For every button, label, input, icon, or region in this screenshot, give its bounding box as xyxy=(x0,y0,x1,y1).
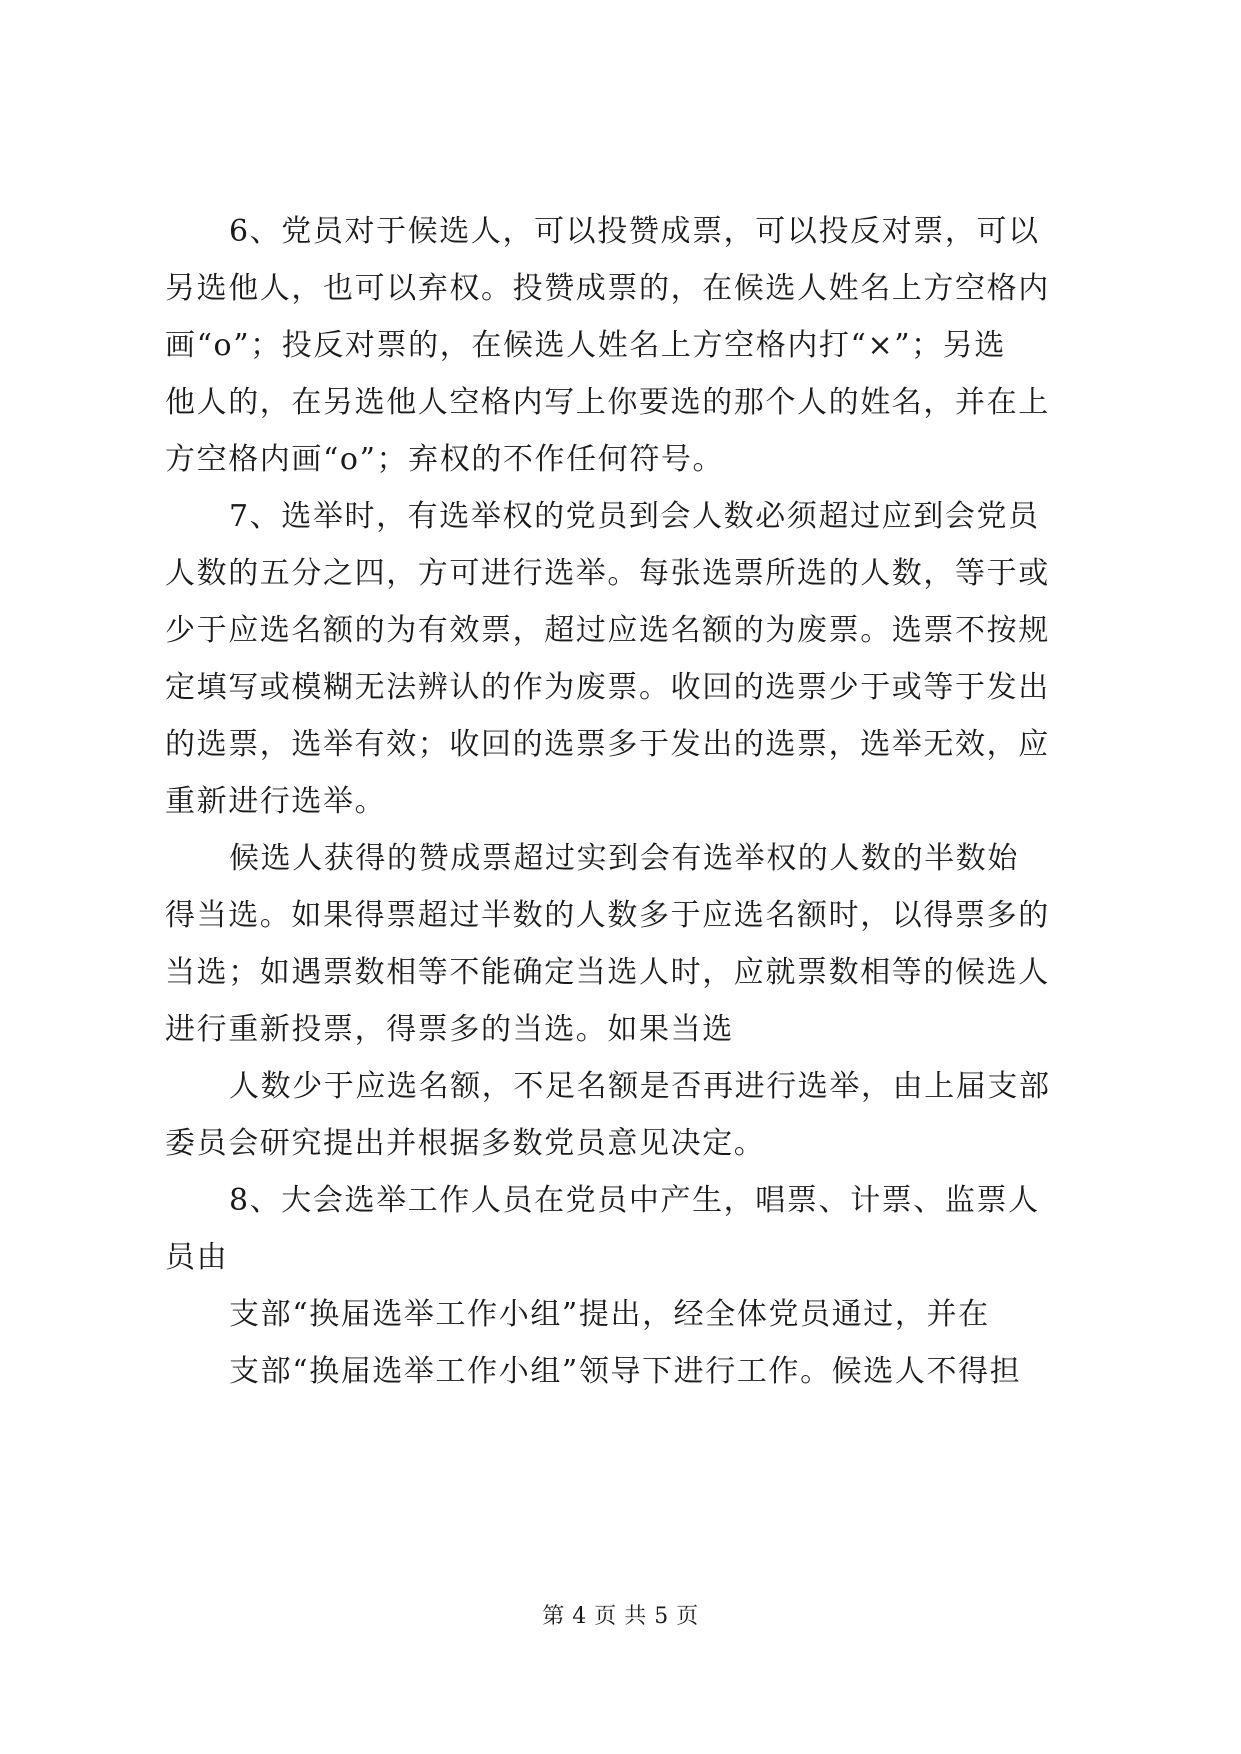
paragraph-6-line-3: 画“o”；投反对票的，在候选人姓名上方空格内打“×”；另选 xyxy=(165,328,1006,363)
paragraph-7-line-4: 定填写或模糊无法辨认的作为废票。收回的选票少于或等于发出 xyxy=(165,670,1050,705)
paragraph-candidate-line-3: 当选；如遇票数相等不能确定当选人时，应就票数相等的候选人 xyxy=(165,955,1050,990)
paragraph-7-line-6: 重新进行选举。 xyxy=(165,784,387,819)
paragraph-candidate-line-4: 进行重新投票，得票多的当选。如果当选 xyxy=(165,1012,734,1047)
paragraph-8-line-3: 支部“换届选举工作小组”提出，经全体党员通过，并在 xyxy=(229,1297,990,1332)
paragraph-candidate-line-2: 得当选。如果得票超过半数的人数多于应选名额时，以得票多的 xyxy=(165,898,1050,933)
paragraph-7-line-5: 的选票，选举有效；收回的选票多于发出的选票，选举无效，应 xyxy=(165,727,1050,762)
paragraph-candidate-line-1: 候选人获得的赞成票超过实到会有选举权的人数的半数始 xyxy=(229,841,1019,876)
paragraph-6-line-5: 方空格内画“o”；弃权的不作任何符号。 xyxy=(165,442,725,477)
paragraph-6-line-4: 他人的，在另选他人空格内写上你要选的那个人的姓名，并在上 xyxy=(165,385,1050,420)
page-number-footer: 第 4 页 共 5 页 xyxy=(542,1604,699,1629)
paragraph-8-line-1: 8、大会选举工作人员在党员中产生，唱票、计票、监票人 xyxy=(229,1183,1040,1218)
paragraph-6-line-2: 另选他人，也可以弃权。投赞成票的，在候选人姓名上方空格内 xyxy=(165,271,1050,306)
paragraph-quota-line-2: 委员会研究提出并根据多数党员意见决定。 xyxy=(165,1126,766,1161)
paragraph-8-line-2: 员由 xyxy=(165,1240,229,1275)
paragraph-7-line-1: 7、选举时，有选举权的党员到会人数必须超过应到会党员 xyxy=(229,499,1040,534)
paragraph-7-line-3: 少于应选名额的为有效票，超过应选名额的为废票。选票不按规 xyxy=(165,613,1050,648)
paragraph-6-line-1: 6、党员对于候选人，可以投赞成票，可以投反对票，可以 xyxy=(229,214,1040,249)
paragraph-8-line-4: 支部“换届选举工作小组”领导下进行工作。候选人不得担 xyxy=(229,1354,1022,1389)
paragraph-7-line-2: 人数的五分之四，方可进行选举。每张选票所选的人数，等于或 xyxy=(165,556,1050,591)
paragraph-quota-line-1: 人数少于应选名额，不足名额是否再进行选举，由上届支部 xyxy=(229,1069,1051,1104)
